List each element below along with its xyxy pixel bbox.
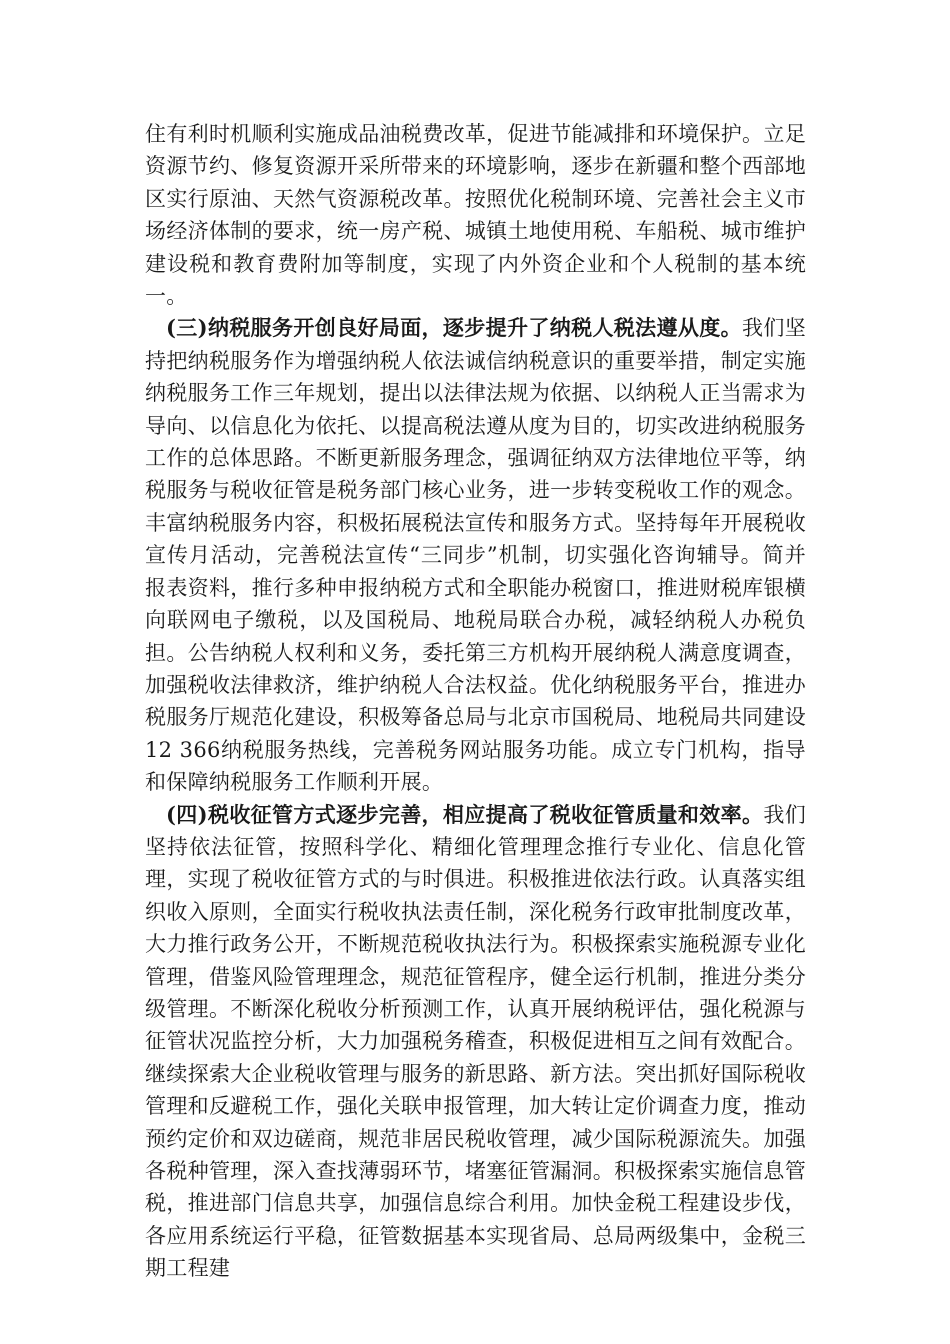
paragraph-body: 住有利时机顺利实施成品油税费改革，促进节能减排和环境保护。立足资源节约、修复资源开采所带来的环境影响，逐步在新疆和整个西部地区实行原油、天然气资源税改革。按照优化税制环境、完善社会主义市场经济体制的要求，统一房产税、城镇土地使用税、车船税、城市维护建设税和教育费附加等制度，实现了内外资企业和个人税制的基本统一。: [145, 122, 806, 309]
section-heading-three: (三)纳税服务开创良好局面，逐步提升了纳税人税法遵从度。: [166, 315, 742, 341]
section-heading-four: (四)税收征管方式逐步完善，相应提高了税收征管质量和效率。: [166, 801, 764, 827]
paragraph-body: 我们坚持把纳税服务作为增强纳税人依法诚信纳税意识的重要举措，制定实施纳税服务工作三年规划，提出以法律法规为依据、以纳税人正当需求为导向、以信息化为依托、以提高税法遵从度为目的，切实改进纳税服务工作的总体思路。不断更新服务理念，强调征纳双方法律地位平等，纳税服务与税收征管是税务部门核心业务，进一步转变税收工作的观念。丰富纳税服务内容，积极拓展税法宣传和服务方式。坚持每年开展税收宣传月活动，完善税法宣传“三同步”机制，切实强化咨询辅导。简并报表资料，推行多种申报纳税方式和全职能办税窗口，推进财税库银横向联网电子缴税，以及国税局、地税局联合办税，减轻纳税人办税负担。公告纳税人权利和义务，委托第三方机构开展纳税人满意度调查，加强税收法律救济，维护纳税人合法权益。优化纳税服务平台，推进办税服务厅规范化建设，积极筹备总局与北京市国税局、地税局共同建设12 366纳税服务热线，完善税务网站服务功能。成立专门机构，指导和保障纳税服务工作顺利开展。: [145, 316, 806, 795]
paragraph-tax-collection: [145, 799, 806, 1285]
paragraph-tax-reform-continuation: [145, 118, 806, 312]
paragraph-body: 我们坚持依法征管，按照科学化、精细化管理理念推行专业化、信息化管理，实现了税收征管方式的与时俱进。积极推进依法行政。认真落实组织收入原则，全面实行税收执法责任制，深化税务行政审批制度改革，大力推行政务公开，不断规范税收执法行为。积极探索实施税源专业化管理，借鉴风险管理理念，规范征管程序，健全运行机制，推进分类分级管理。不断深化税收分析预测工作，认真开展纳税评估，强化税源与征管状况监控分析，大力加强税务稽查，积极促进相互之间有效配合。继续探索大企业税收管理与服务的新思路、新方法。突出抓好国际税收管理和反避税工作，强化关联申报管理，加大转让定价调查力度，推动预约定价和双边磋商，规范非居民税收管理，减少国际税源流失。加强各税种管理，深入查找薄弱环节，堵塞征管漏洞。积极探索实施信息管税，推进部门信息共享，加强信息综合利用。加快金税工程建设步伐，各应用系统运行平稳，征管数据基本实现省局、总局两级集中，金税三期工程建: [145, 802, 806, 1281]
body-text: [145, 118, 806, 1285]
paragraph-taxpayer-service: [145, 312, 806, 798]
